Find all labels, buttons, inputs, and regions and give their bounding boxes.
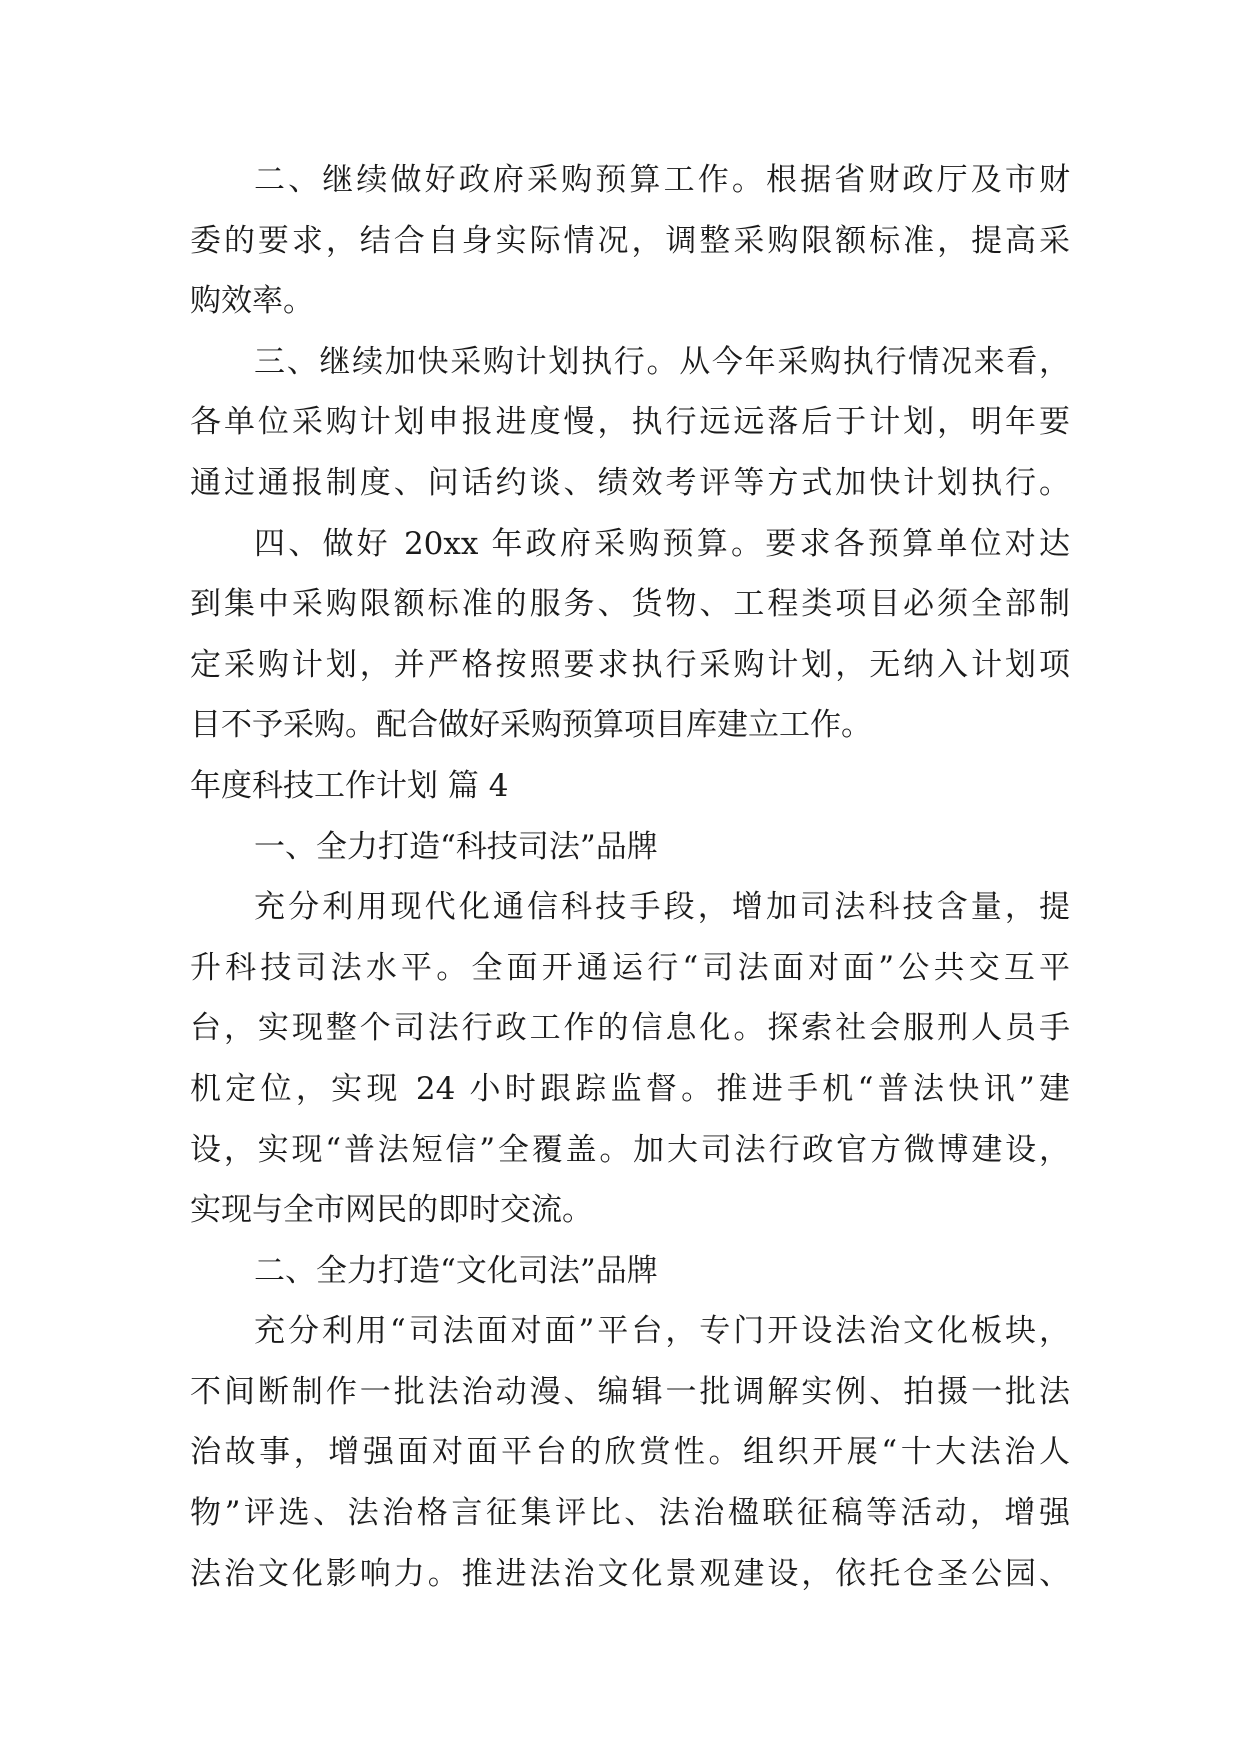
text-line: 三、继续加快采购计划执行。从今年采购执行情况来看， (254, 343, 1070, 380)
heading-tech-justice: 一、全力打造“科技司法”品牌 (254, 828, 658, 865)
text-line: 物”评选、法治格言征集评比、法治楹联征稿等活动，增强 (190, 1495, 1070, 1532)
text-line: 设，实现“普法短信”全覆盖。加大司法行政官方微博建设， (190, 1131, 1070, 1168)
text-line: 各单位采购计划申报进度慢，执行远远落后于计划，明年要 (190, 404, 1070, 441)
paragraph-tech-justice (190, 877, 1070, 1241)
text-line: 四、做好 20xx 年政府采购预算。要求各预算单位对达 (254, 525, 1070, 562)
text-line: 升科技司法水平。全面开通运行“司法面对面”公共交互平 (190, 949, 1070, 986)
text-line: 充分利用现代化通信科技手段，增加司法科技含量，提 (254, 889, 1070, 926)
text-line: 不间断制作一批法治动漫、编辑一批调解实例、拍摄一批法 (190, 1373, 1070, 1410)
paragraph-budget-20xx (190, 514, 1070, 756)
text-line: 台，实现整个司法行政工作的信息化。探索社会服刑人员手 (190, 1010, 1070, 1047)
text-line: 法治文化影响力。推进法治文化景观建设，依托仓圣公园、 (190, 1555, 1070, 1592)
text-line: 定采购计划，并严格按照要求执行采购计划，无纳入计划项 (190, 646, 1070, 683)
text-line: 治故事，增强面对面平台的欣赏性。组织开展“十大法治人 (190, 1434, 1070, 1471)
text-line: 通过通报制度、问话约谈、绩效考评等方式加快计划执行。 (190, 464, 1070, 501)
text-line: 二、继续做好政府采购预算工作。根据省财政厅及市财 (254, 162, 1070, 198)
document-page (190, 150, 1070, 1604)
heading-culture-justice: 二、全力打造“文化司法”品牌 (254, 1252, 658, 1289)
text-line: 目不予采购。配合做好采购预算项目库建立工作。 (190, 707, 872, 744)
text-line: 机定位，实现 24 小时跟踪监督。推进手机“普法快讯”建 (190, 1070, 1070, 1107)
paragraph-plan-execution (190, 332, 1070, 514)
text-line: 实现与全市网民的即时交流。 (190, 1192, 593, 1229)
paragraph-culture-justice (190, 1301, 1070, 1604)
text-line: 充分利用“司法面对面”平台，专门开设法治文化板块， (254, 1313, 1070, 1350)
text-line: 购效率。 (190, 283, 314, 320)
text-line: 委的要求，结合自身实际情况，调整采购限额标准，提高采 (190, 222, 1070, 259)
paragraph-procurement-budget (190, 150, 1070, 332)
section-title: 年度科技工作计划 篇 4 (190, 767, 509, 804)
text-line: 到集中采购限额标准的服务、货物、工程类项目必须全部制 (190, 586, 1070, 623)
